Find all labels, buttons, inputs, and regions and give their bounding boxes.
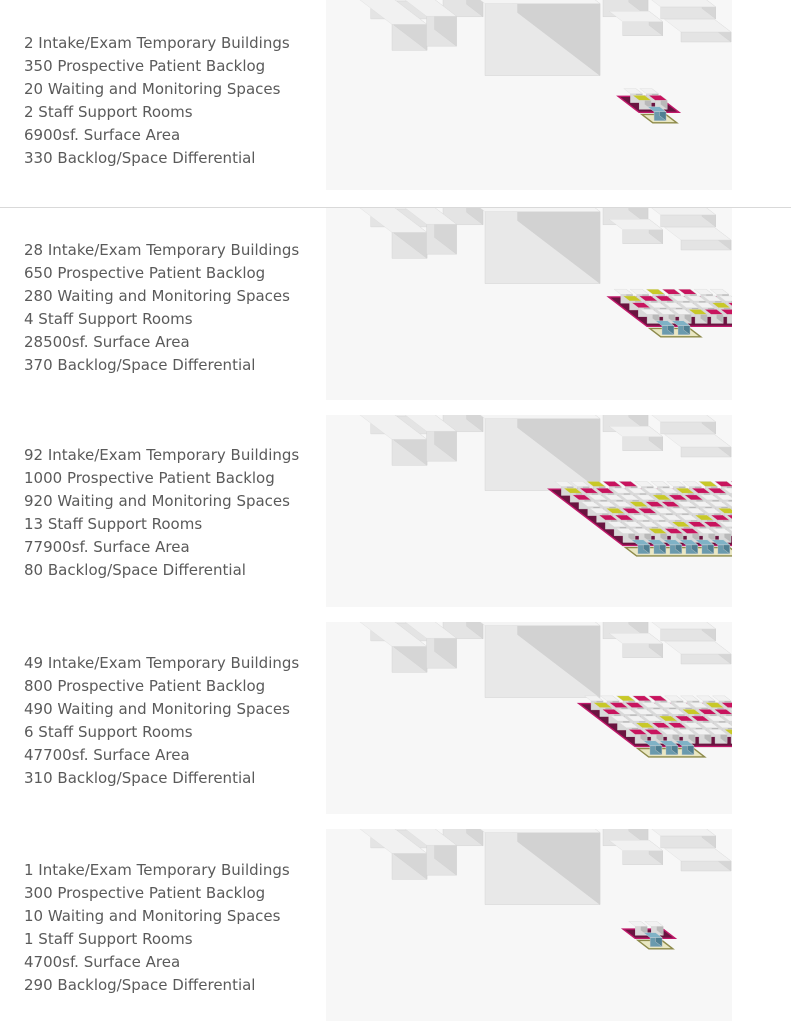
stat-buildings: 49 Intake/Exam Temporary Buildings <box>24 654 300 672</box>
scenario-stats <box>24 652 299 790</box>
stat-spaces: 280 Waiting and Monitoring Spaces <box>24 287 290 305</box>
site-massing-render <box>326 622 732 814</box>
stat-buildings: 28 Intake/Exam Temporary Buildings <box>24 241 300 259</box>
stat-backlog: 800 Prospective Patient Backlog <box>24 677 266 695</box>
stat-surface-area: 6900sf. Surface Area <box>24 126 181 144</box>
stat-differential: 290 Backlog/Space Differential <box>24 976 256 994</box>
site-massing-render <box>326 415 732 607</box>
stat-backlog: 650 Prospective Patient Backlog <box>24 264 266 282</box>
scenario-stats <box>24 859 290 997</box>
stat-spaces: 920 Waiting and Monitoring Spaces <box>24 492 290 510</box>
scenario-stats <box>24 32 290 170</box>
stat-differential: 80 Backlog/Space Differential <box>24 561 246 579</box>
site-massing-render <box>326 208 732 400</box>
scenario-panel-4 <box>0 622 791 827</box>
stat-differential: 330 Backlog/Space Differential <box>24 149 256 167</box>
scenario-stats <box>24 239 299 377</box>
stat-spaces: 20 Waiting and Monitoring Spaces <box>24 80 281 98</box>
stat-backlog: 300 Prospective Patient Backlog <box>24 884 266 902</box>
stat-surface-area: 77900sf. Surface Area <box>24 538 190 556</box>
scenario-panel-2 <box>0 208 791 413</box>
stat-differential: 370 Backlog/Space Differential <box>24 356 256 374</box>
site-massing-render <box>326 0 732 190</box>
stat-spaces: 490 Waiting and Monitoring Spaces <box>24 700 290 718</box>
stat-surface-area: 47700sf. Surface Area <box>24 746 190 764</box>
scenario-panel-1 <box>0 0 791 205</box>
stat-staff-rooms: 1 Staff Support Rooms <box>24 930 193 948</box>
stat-staff-rooms: 6 Staff Support Rooms <box>24 723 193 741</box>
stat-backlog: 1000 Prospective Patient Backlog <box>24 469 275 487</box>
stat-staff-rooms: 2 Staff Support Rooms <box>24 103 193 121</box>
stat-staff-rooms: 13 Staff Support Rooms <box>24 515 203 533</box>
stat-surface-area: 28500sf. Surface Area <box>24 333 190 351</box>
stat-buildings: 1 Intake/Exam Temporary Buildings <box>24 861 290 879</box>
stat-surface-area: 4700sf. Surface Area <box>24 953 181 971</box>
stat-buildings: 2 Intake/Exam Temporary Buildings <box>24 34 290 52</box>
scenario-panel-3 <box>0 415 791 620</box>
stat-backlog: 350 Prospective Patient Backlog <box>24 57 266 75</box>
stat-staff-rooms: 4 Staff Support Rooms <box>24 310 193 328</box>
site-massing-render <box>326 829 732 1021</box>
scenario-panel-5 <box>0 829 791 1024</box>
stat-differential: 310 Backlog/Space Differential <box>24 769 256 787</box>
stat-spaces: 10 Waiting and Monitoring Spaces <box>24 907 281 925</box>
scenario-stats <box>24 444 299 582</box>
stat-buildings: 92 Intake/Exam Temporary Buildings <box>24 446 300 464</box>
